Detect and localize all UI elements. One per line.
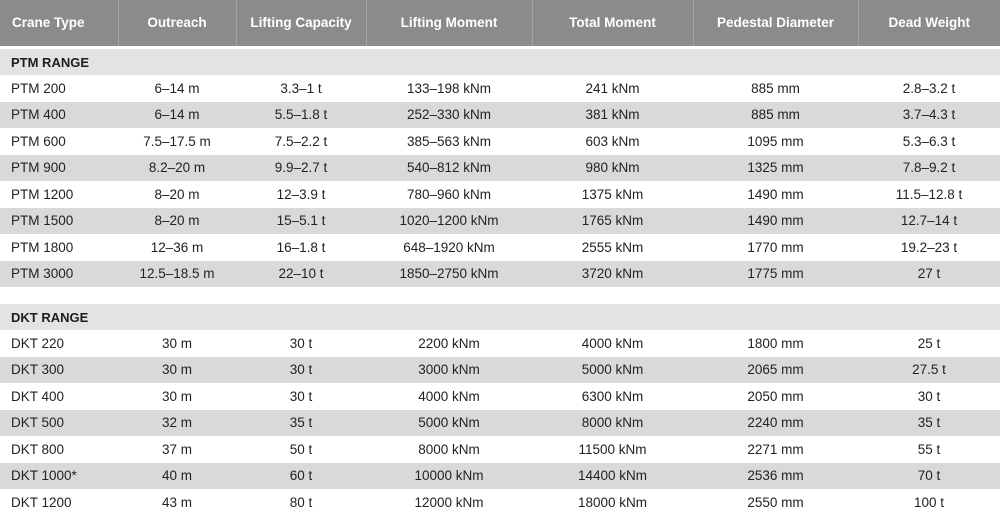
- cell-crane-type: DKT 400: [0, 383, 118, 410]
- table-row: [0, 261, 1000, 288]
- cell-outreach: 6–14 m: [118, 75, 236, 102]
- cell-total-moment: 980 kNm: [532, 155, 693, 182]
- cell-dead-weight: 2.8–3.2 t: [858, 75, 1000, 102]
- cell-crane-type: PTM 1200: [0, 181, 118, 208]
- cell-pedestal-diameter: 2271 mm: [693, 436, 858, 463]
- cell-lifting-capacity: 30 t: [236, 357, 366, 384]
- cell-pedestal-diameter: 1800 mm: [693, 330, 858, 357]
- header-lifting-moment: Lifting Moment: [366, 0, 532, 46]
- cell-dead-weight: 27.5 t: [858, 357, 1000, 384]
- cell-lifting-moment: 133–198 kNm: [366, 75, 532, 102]
- cell-pedestal-diameter: 1770 mm: [693, 234, 858, 261]
- cell-lifting-moment: 648–1920 kNm: [366, 234, 532, 261]
- cell-pedestal-diameter: 1095 mm: [693, 128, 858, 155]
- header-total-moment: Total Moment: [532, 0, 693, 46]
- cell-total-moment: 1765 kNm: [532, 208, 693, 235]
- cell-lifting-capacity: 9.9–2.7 t: [236, 155, 366, 182]
- cell-lifting-moment: 780–960 kNm: [366, 181, 532, 208]
- cell-crane-type: PTM 400: [0, 102, 118, 129]
- cell-lifting-moment: 1020–1200 kNm: [366, 208, 532, 235]
- cell-lifting-capacity: 5.5–1.8 t: [236, 102, 366, 129]
- cell-outreach: 40 m: [118, 463, 236, 490]
- table-row: [0, 357, 1000, 384]
- cell-pedestal-diameter: 2550 mm: [693, 489, 858, 516]
- cell-total-moment: 3720 kNm: [532, 261, 693, 288]
- cell-dead-weight: 12.7–14 t: [858, 208, 1000, 235]
- cell-lifting-capacity: 16–1.8 t: [236, 234, 366, 261]
- cell-crane-type: PTM 3000: [0, 261, 118, 288]
- cell-outreach: 12–36 m: [118, 234, 236, 261]
- cell-lifting-moment: 10000 kNm: [366, 463, 532, 490]
- cell-lifting-capacity: 50 t: [236, 436, 366, 463]
- cell-pedestal-diameter: 2065 mm: [693, 357, 858, 384]
- header-outreach: Outreach: [118, 0, 236, 46]
- cell-outreach: 8–20 m: [118, 208, 236, 235]
- cell-crane-type: PTM 600: [0, 128, 118, 155]
- table-row: [0, 75, 1000, 102]
- cell-dead-weight: 100 t: [858, 489, 1000, 516]
- cell-crane-type: DKT 220: [0, 330, 118, 357]
- cell-total-moment: 6300 kNm: [532, 383, 693, 410]
- cell-lifting-capacity: 80 t: [236, 489, 366, 516]
- cell-dead-weight: 25 t: [858, 330, 1000, 357]
- cell-lifting-moment: 3000 kNm: [366, 357, 532, 384]
- cell-outreach: 37 m: [118, 436, 236, 463]
- cell-lifting-capacity: 60 t: [236, 463, 366, 490]
- cell-lifting-capacity: 30 t: [236, 330, 366, 357]
- cell-dead-weight: 7.8–9.2 t: [858, 155, 1000, 182]
- cell-crane-type: DKT 800: [0, 436, 118, 463]
- cell-dead-weight: 35 t: [858, 410, 1000, 437]
- header-row: [0, 0, 1000, 46]
- cell-pedestal-diameter: 1325 mm: [693, 155, 858, 182]
- section-heading-row: [0, 304, 1000, 330]
- cell-pedestal-diameter: 1490 mm: [693, 208, 858, 235]
- table-row: [0, 181, 1000, 208]
- cell-outreach: 30 m: [118, 357, 236, 384]
- cell-pedestal-diameter: 1775 mm: [693, 261, 858, 288]
- section-spacer: [0, 287, 1000, 304]
- cell-dead-weight: 55 t: [858, 436, 1000, 463]
- table-row: [0, 489, 1000, 516]
- cell-lifting-capacity: 22–10 t: [236, 261, 366, 288]
- table-row: [0, 234, 1000, 261]
- cell-pedestal-diameter: 2536 mm: [693, 463, 858, 490]
- table-row: [0, 436, 1000, 463]
- cell-outreach: 30 m: [118, 330, 236, 357]
- cell-total-moment: 18000 kNm: [532, 489, 693, 516]
- table-row: [0, 155, 1000, 182]
- header-crane-type: Crane Type: [0, 0, 118, 46]
- cell-total-moment: 381 kNm: [532, 102, 693, 129]
- cell-outreach: 7.5–17.5 m: [118, 128, 236, 155]
- cell-outreach: 6–14 m: [118, 102, 236, 129]
- cell-pedestal-diameter: 2240 mm: [693, 410, 858, 437]
- cell-outreach: 43 m: [118, 489, 236, 516]
- cell-lifting-moment: 2200 kNm: [366, 330, 532, 357]
- cell-crane-type: DKT 1200: [0, 489, 118, 516]
- cell-pedestal-diameter: 2050 mm: [693, 383, 858, 410]
- cell-dead-weight: 5.3–6.3 t: [858, 128, 1000, 155]
- table-row: [0, 463, 1000, 490]
- cell-total-moment: 4000 kNm: [532, 330, 693, 357]
- cell-lifting-moment: 1850–2750 kNm: [366, 261, 532, 288]
- cell-pedestal-diameter: 885 mm: [693, 75, 858, 102]
- table-row: [0, 330, 1000, 357]
- cell-lifting-capacity: 15–5.1 t: [236, 208, 366, 235]
- table-row: [0, 208, 1000, 235]
- cell-total-moment: 241 kNm: [532, 75, 693, 102]
- header-lifting-capacity: Lifting Capacity: [236, 0, 366, 46]
- cell-lifting-moment: 385–563 kNm: [366, 128, 532, 155]
- cell-dead-weight: 19.2–23 t: [858, 234, 1000, 261]
- cell-lifting-moment: 540–812 kNm: [366, 155, 532, 182]
- cell-dead-weight: 11.5–12.8 t: [858, 181, 1000, 208]
- cell-lifting-capacity: 12–3.9 t: [236, 181, 366, 208]
- cell-lifting-moment: 8000 kNm: [366, 436, 532, 463]
- cell-dead-weight: 3.7–4.3 t: [858, 102, 1000, 129]
- cell-lifting-capacity: 3.3–1 t: [236, 75, 366, 102]
- cell-crane-type: PTM 900: [0, 155, 118, 182]
- cell-outreach: 12.5–18.5 m: [118, 261, 236, 288]
- cell-pedestal-diameter: 885 mm: [693, 102, 858, 129]
- section-spacer-cell: [0, 287, 1000, 304]
- cell-lifting-moment: 4000 kNm: [366, 383, 532, 410]
- section-title: DKT RANGE: [0, 304, 1000, 330]
- cell-crane-type: DKT 500: [0, 410, 118, 437]
- section-heading-row: [0, 49, 1000, 75]
- cell-crane-type: PTM 1500: [0, 208, 118, 235]
- cell-crane-type: PTM 200: [0, 75, 118, 102]
- cell-lifting-moment: 5000 kNm: [366, 410, 532, 437]
- cell-total-moment: 11500 kNm: [532, 436, 693, 463]
- cell-outreach: 8.2–20 m: [118, 155, 236, 182]
- cell-total-moment: 603 kNm: [532, 128, 693, 155]
- cell-crane-type: DKT 1000*: [0, 463, 118, 490]
- cell-pedestal-diameter: 1490 mm: [693, 181, 858, 208]
- cell-crane-type: DKT 300: [0, 357, 118, 384]
- table-row: [0, 128, 1000, 155]
- cell-lifting-moment: 252–330 kNm: [366, 102, 532, 129]
- section-title: PTM RANGE: [0, 49, 1000, 75]
- cell-dead-weight: 27 t: [858, 261, 1000, 288]
- cell-total-moment: 2555 kNm: [532, 234, 693, 261]
- cell-outreach: 32 m: [118, 410, 236, 437]
- cell-lifting-moment: 12000 kNm: [366, 489, 532, 516]
- cell-lifting-capacity: 30 t: [236, 383, 366, 410]
- cell-total-moment: 5000 kNm: [532, 357, 693, 384]
- cell-lifting-capacity: 35 t: [236, 410, 366, 437]
- header-dead-weight: Dead Weight: [858, 0, 1000, 46]
- cell-outreach: 8–20 m: [118, 181, 236, 208]
- cell-crane-type: PTM 1800: [0, 234, 118, 261]
- cell-total-moment: 14400 kNm: [532, 463, 693, 490]
- table-row: [0, 383, 1000, 410]
- cell-outreach: 30 m: [118, 383, 236, 410]
- cell-dead-weight: 70 t: [858, 463, 1000, 490]
- header-pedestal-diameter: Pedestal Diameter: [693, 0, 858, 46]
- cell-lifting-capacity: 7.5–2.2 t: [236, 128, 366, 155]
- cell-total-moment: 8000 kNm: [532, 410, 693, 437]
- cell-dead-weight: 30 t: [858, 383, 1000, 410]
- table-row: [0, 410, 1000, 437]
- table-row: [0, 102, 1000, 129]
- cell-total-moment: 1375 kNm: [532, 181, 693, 208]
